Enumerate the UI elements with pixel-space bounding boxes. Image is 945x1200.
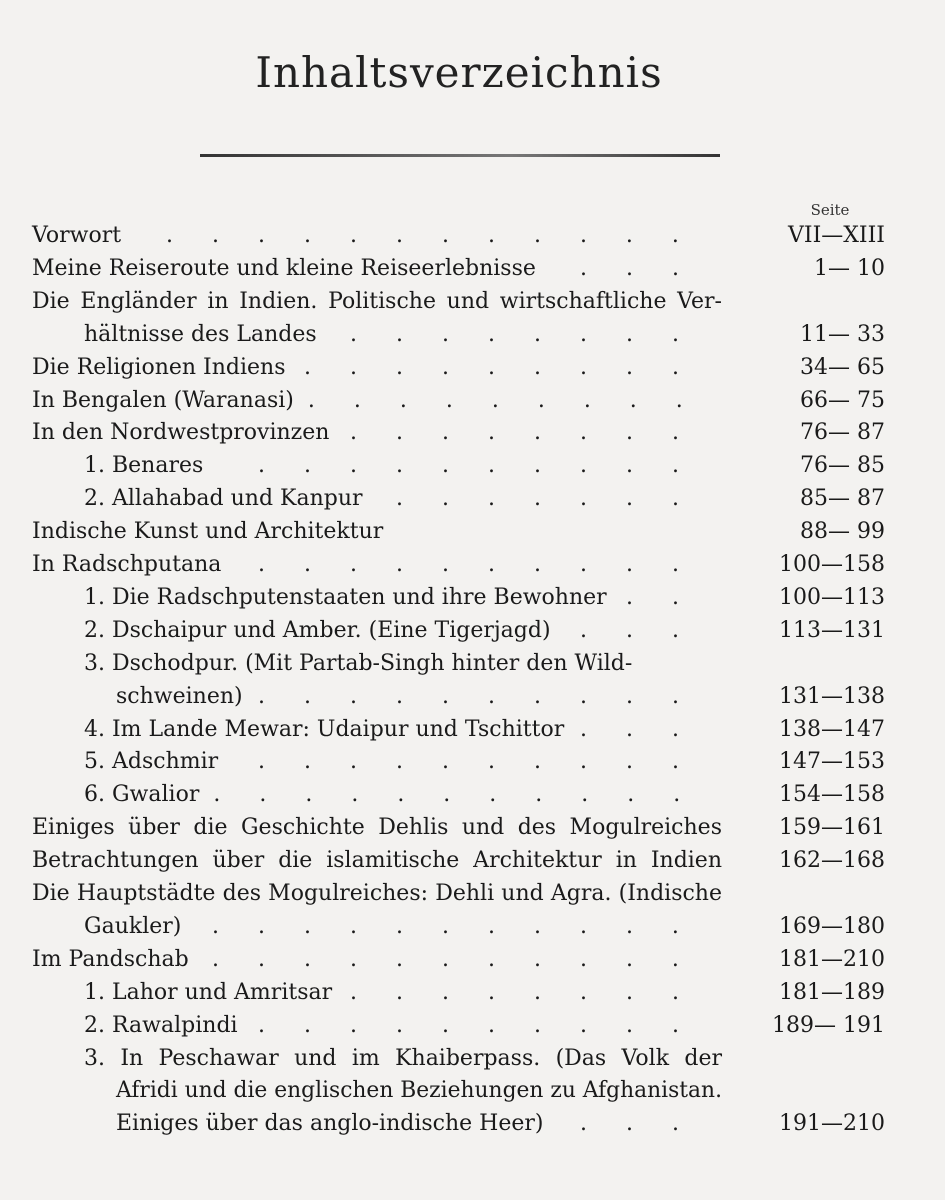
toc-entry-pages: 66— 75 bbox=[800, 387, 885, 413]
toc-entry-pages: 76— 85 bbox=[800, 453, 885, 479]
toc-entry bbox=[0, 713, 945, 746]
toc-entry-title: Im Pandschab bbox=[32, 946, 189, 972]
toc-entry bbox=[0, 482, 945, 515]
toc-entry-pages: 34— 65 bbox=[800, 354, 885, 380]
toc-entry bbox=[0, 877, 945, 910]
toc-entry bbox=[0, 515, 945, 548]
toc-entry bbox=[0, 416, 945, 449]
toc-entry-pages: 88— 99 bbox=[800, 519, 885, 545]
toc-entry-pages: 113—131 bbox=[779, 617, 885, 643]
toc-entry-title: schweinen) bbox=[116, 683, 243, 709]
toc-entry-title: 1. Benares bbox=[84, 453, 204, 479]
dot-leader: ... bbox=[580, 255, 718, 281]
toc-entry-title: 4. Im Lande Mewar: Udaipur und Tschittor bbox=[84, 716, 565, 742]
toc-entry-title: 1. Lahor und Amritsar bbox=[84, 979, 333, 1005]
toc-entry bbox=[0, 1074, 945, 1107]
toc-entry-pages: 1— 10 bbox=[814, 255, 885, 281]
toc-entry-pages: 131—138 bbox=[779, 683, 885, 709]
toc-entry-pages: 159—161 bbox=[779, 815, 885, 841]
toc-entry bbox=[0, 219, 945, 252]
toc-entry bbox=[0, 1009, 945, 1042]
toc-entry-title: 1. Die Radschputenstaaten und ihre Bewohner bbox=[84, 584, 607, 610]
toc-entry-pages: 189— 191 bbox=[772, 1012, 885, 1038]
toc-entry-pages: 11— 33 bbox=[800, 321, 885, 347]
toc-entry-title: Die Hauptstädte des Mogulreiches: Dehli und Agra. (Indische bbox=[32, 881, 722, 906]
toc-entry bbox=[0, 811, 945, 844]
dot-leader: ....... bbox=[396, 486, 718, 512]
toc-entry bbox=[0, 548, 945, 581]
toc-entry-title: 6. Gwalior bbox=[84, 782, 200, 808]
toc-entry bbox=[0, 285, 945, 318]
toc-entry bbox=[0, 680, 945, 713]
dot-leader: .......... bbox=[258, 552, 718, 577]
dot-leader: ... bbox=[580, 1111, 718, 1137]
dot-leader: ........ bbox=[350, 321, 718, 347]
toc-entry-title: Einiges über das anglo-indische Heer) bbox=[116, 1111, 544, 1137]
toc-entry-pages: 191—210 bbox=[779, 1111, 885, 1137]
toc-entry-title: Einiges über die Geschichte Dehlis und des Mogulreiches bbox=[32, 815, 722, 841]
toc-entry-pages: 169—180 bbox=[779, 913, 885, 939]
toc-entry bbox=[0, 647, 945, 680]
toc-entry-title: Die Engländer in Indien. Politische und wirtschaftliche Ver- bbox=[32, 288, 722, 314]
dot-leader: ............ bbox=[166, 223, 718, 248]
toc-entry-pages: VII—XIII bbox=[787, 223, 885, 248]
dot-leader: ......... bbox=[304, 354, 718, 380]
toc-entry bbox=[0, 844, 945, 877]
toc-entry-title: hältnisse des Landes bbox=[84, 321, 317, 347]
toc-entry bbox=[0, 778, 945, 811]
dot-leader: .......... bbox=[258, 1012, 718, 1038]
dot-leader: ........... bbox=[212, 946, 718, 972]
toc-entry bbox=[0, 1042, 945, 1075]
toc-entry bbox=[0, 384, 945, 417]
toc-entry-title: Afridi und die englischen Beziehungen zu Afghanistan. bbox=[116, 1078, 722, 1104]
dot-leader: .. bbox=[626, 584, 718, 610]
toc-entry bbox=[0, 581, 945, 614]
toc-entry-title: 2. Dschaipur und Amber. (Eine Tigerjagd) bbox=[84, 617, 551, 643]
toc-entry-pages: 100—158 bbox=[779, 552, 885, 577]
toc-entry bbox=[0, 745, 945, 778]
toc-entry-pages: 147—153 bbox=[779, 749, 885, 775]
toc-entry bbox=[0, 1107, 945, 1140]
toc-entry bbox=[0, 910, 945, 943]
toc-entry-pages: 154—158 bbox=[779, 782, 885, 808]
toc-entry-title: Gaukler) bbox=[84, 913, 182, 939]
toc-entry bbox=[0, 976, 945, 1009]
toc-entry bbox=[0, 449, 945, 482]
dot-leader: ........... bbox=[213, 782, 720, 808]
toc-entry-pages: 181—210 bbox=[779, 946, 885, 972]
toc-entry-title: Die Religionen Indiens bbox=[32, 354, 286, 380]
toc-entry-pages: 138—147 bbox=[779, 716, 885, 742]
toc-entry bbox=[0, 614, 945, 647]
toc-entry-pages: 181—189 bbox=[779, 979, 885, 1005]
toc-entry-title: In den Nordwestprovinzen bbox=[32, 420, 330, 446]
toc-entry-title: In Radschputana bbox=[32, 552, 222, 577]
toc-entry bbox=[0, 351, 945, 384]
toc-entry-title: 3. In Peschawar und im Khaiberpass. (Das Volk der bbox=[84, 1045, 722, 1071]
dot-leader: ........... bbox=[212, 913, 718, 939]
toc-entry-title: 3. Dschodpur. (Mit Partab-Singh hinter den Wild- bbox=[84, 650, 633, 676]
toc-entry bbox=[0, 943, 945, 976]
page-column-label: Seite bbox=[810, 201, 850, 219]
toc-entry bbox=[0, 252, 945, 285]
toc-entry-title: Indische Kunst und Architektur bbox=[32, 519, 384, 545]
toc-entry-title: Vorwort bbox=[32, 223, 122, 248]
dot-leader: .......... bbox=[258, 683, 718, 709]
toc-entry-pages: 162—168 bbox=[779, 848, 885, 874]
toc-entry-pages: 76— 87 bbox=[800, 420, 885, 446]
toc-entry-title: Betrachtungen über die islamitische Architektur in Indien bbox=[32, 848, 722, 874]
dot-leader: .......... bbox=[258, 749, 718, 775]
title-divider bbox=[200, 154, 720, 157]
dot-leader: ........ bbox=[350, 420, 718, 446]
dot-leader: ........ bbox=[350, 979, 718, 1005]
toc-entry bbox=[0, 318, 945, 351]
toc-entry-title: 2. Allahabad und Kanpur bbox=[84, 486, 363, 512]
toc-entry-pages: 85— 87 bbox=[800, 486, 885, 512]
toc-entry-title: 5. Adschmir bbox=[84, 749, 219, 775]
toc-entry-title: Meine Reiseroute und kleine Reiseerlebnisse bbox=[32, 255, 536, 281]
page-title: Inhaltsverzeichnis bbox=[255, 48, 663, 97]
toc-entry-title: In Bengalen (Waranasi) bbox=[32, 387, 294, 413]
dot-leader: ... bbox=[580, 617, 718, 643]
dot-leader: ... bbox=[580, 716, 718, 742]
toc-entry-title: 2. Rawalpindi bbox=[84, 1012, 238, 1038]
dot-leader: .......... bbox=[258, 453, 718, 479]
dot-leader: ......... bbox=[307, 387, 722, 413]
toc-entry-pages: 100—113 bbox=[779, 584, 885, 610]
